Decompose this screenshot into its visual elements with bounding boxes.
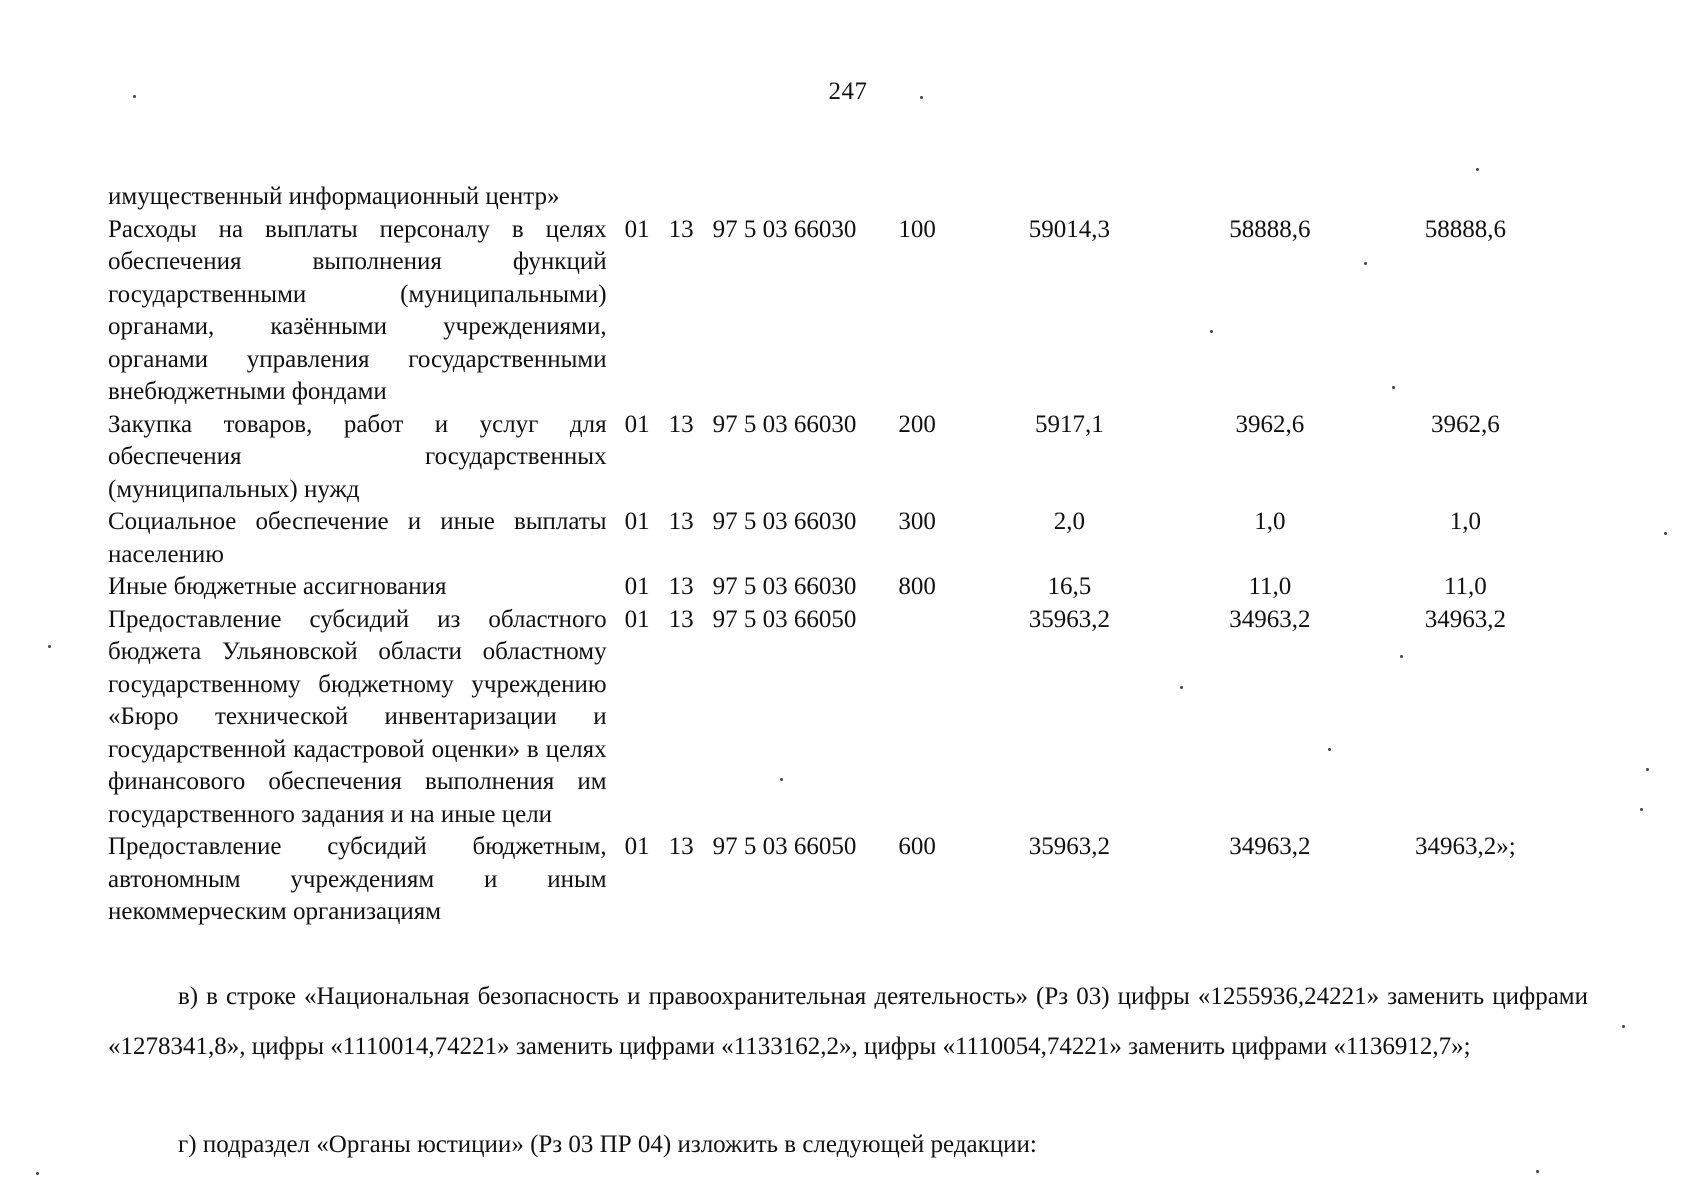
scan-speck	[1400, 655, 1403, 658]
row-rz: 01	[624, 833, 650, 860]
table-row	[108, 181, 1568, 214]
row-name: Закупка товаров, работ и услуг для обеспечения государственных (муниципальных) нужд	[108, 410, 607, 503]
row-rz: 01	[624, 215, 650, 243]
row-value-1: 2,0	[1053, 508, 1086, 535]
row-value-2: 3962,6	[1235, 410, 1305, 438]
row-value-3: 34963,2»;	[1415, 833, 1516, 860]
paragraph-v: в) в строке «Национальная безопасность и правоохранительная деятельность» (Рз 03) цифры «1255936,24221» заменить цифрами «1278341,8», цифры «1110014,74221» заменить цифрами «1133162,2», цифры «1110054,74221» заменить цифрами «1136912,7»;	[108, 983, 1588, 1060]
scan-speck	[1640, 808, 1643, 811]
row-csr: 97 5 03 66030	[712, 410, 857, 438]
scan-speck	[780, 778, 783, 781]
row-csr: 97 5 03 66050	[712, 605, 857, 633]
row-pr: 13	[668, 833, 694, 860]
row-value-1: 59014,3	[1028, 215, 1111, 243]
row-value-1: 5917,1	[1035, 410, 1104, 438]
row-value-3: 11,0	[1443, 573, 1487, 600]
scan-speck	[920, 96, 923, 99]
row-value-3: 34963,2	[1424, 605, 1506, 633]
table-row	[108, 604, 1568, 832]
row-value-3: 3962,6	[1430, 410, 1500, 438]
table-row	[108, 214, 1568, 409]
table-row	[108, 409, 1568, 507]
row-value-1: 16,5	[1047, 573, 1092, 600]
scan-speck	[1664, 532, 1667, 535]
row-value-2: 58888,6	[1229, 215, 1311, 243]
row-name: Иные бюджетные ассигнования	[108, 573, 447, 600]
budget-table	[108, 181, 1568, 929]
scan-speck	[1210, 330, 1213, 333]
row-pr: 13	[668, 215, 694, 243]
row-name: Расходы на выплаты персоналу в целях обеспечения выполнения функций государственными (муниципальными) органами, казёнными учреждениями, органами управления государственными внебюджетными фондами	[108, 215, 607, 405]
row-rz: 01	[624, 410, 650, 438]
scan-speck	[1180, 686, 1183, 689]
scan-speck	[1364, 262, 1367, 265]
scan-speck	[1536, 1170, 1539, 1173]
row-value-2: 1,0	[1254, 508, 1286, 535]
row-vr: 300	[898, 508, 936, 535]
row-csr: 97 5 03 66030	[712, 215, 857, 243]
row-vr: 100	[898, 215, 936, 243]
row-pr: 13	[668, 508, 694, 535]
row-pr: 13	[668, 605, 694, 633]
row-value-2: 11,0	[1248, 573, 1292, 600]
row-value-3: 58888,6	[1424, 215, 1506, 243]
scan-speck	[36, 1172, 39, 1175]
paragraph-g: г) подраздел «Органы юстиции» (Рз 03 ПР 04) изложить в следующей редакции:	[178, 1131, 1037, 1158]
scan-speck	[1392, 386, 1395, 389]
row-value-1: 35963,2	[1028, 605, 1111, 633]
row-csr: 97 5 03 66050	[712, 833, 857, 860]
scan-speck	[1328, 748, 1331, 751]
scan-speck	[1646, 768, 1649, 771]
row-name: Предоставление субсидий бюджетным, автономным учреждениям и иным некоммерческим организациям	[108, 833, 607, 925]
row-name: Предоставление субсидий из областного бюджета Ульяновской области областному государственному бюджетному учреждению «Бюро технической инвентаризации и государственной кадастровой оценки» в целях финансового обеспечения выполнения им государственного задания и на иные цели	[108, 605, 607, 828]
row-csr: 97 5 03 66030	[712, 573, 857, 600]
row-value-1: 35963,2	[1028, 833, 1111, 860]
row-value-2: 34963,2	[1229, 605, 1311, 633]
row-pr: 13	[668, 410, 694, 438]
row-name: имущественный информационный центр»	[108, 183, 560, 210]
row-rz: 01	[624, 508, 650, 535]
row-vr: 600	[898, 833, 936, 860]
row-vr: 800	[898, 573, 936, 600]
row-pr: 13	[668, 573, 694, 600]
table-row	[108, 571, 1568, 604]
table-row	[108, 506, 1568, 571]
scan-speck	[1476, 168, 1479, 171]
row-csr: 97 5 03 66030	[712, 508, 857, 535]
row-name: Социальное обеспечение и иные выплаты населению	[108, 508, 607, 568]
scan-speck	[1622, 1025, 1625, 1028]
scan-speck	[133, 95, 136, 98]
row-rz: 01	[624, 573, 650, 600]
scan-speck	[48, 645, 51, 648]
table-row	[108, 831, 1568, 929]
row-rz: 01	[624, 605, 650, 633]
row-value-3: 1,0	[1449, 508, 1481, 535]
page-number: 247	[828, 78, 868, 105]
row-vr: 200	[898, 410, 936, 438]
row-value-2: 34963,2	[1229, 833, 1311, 860]
